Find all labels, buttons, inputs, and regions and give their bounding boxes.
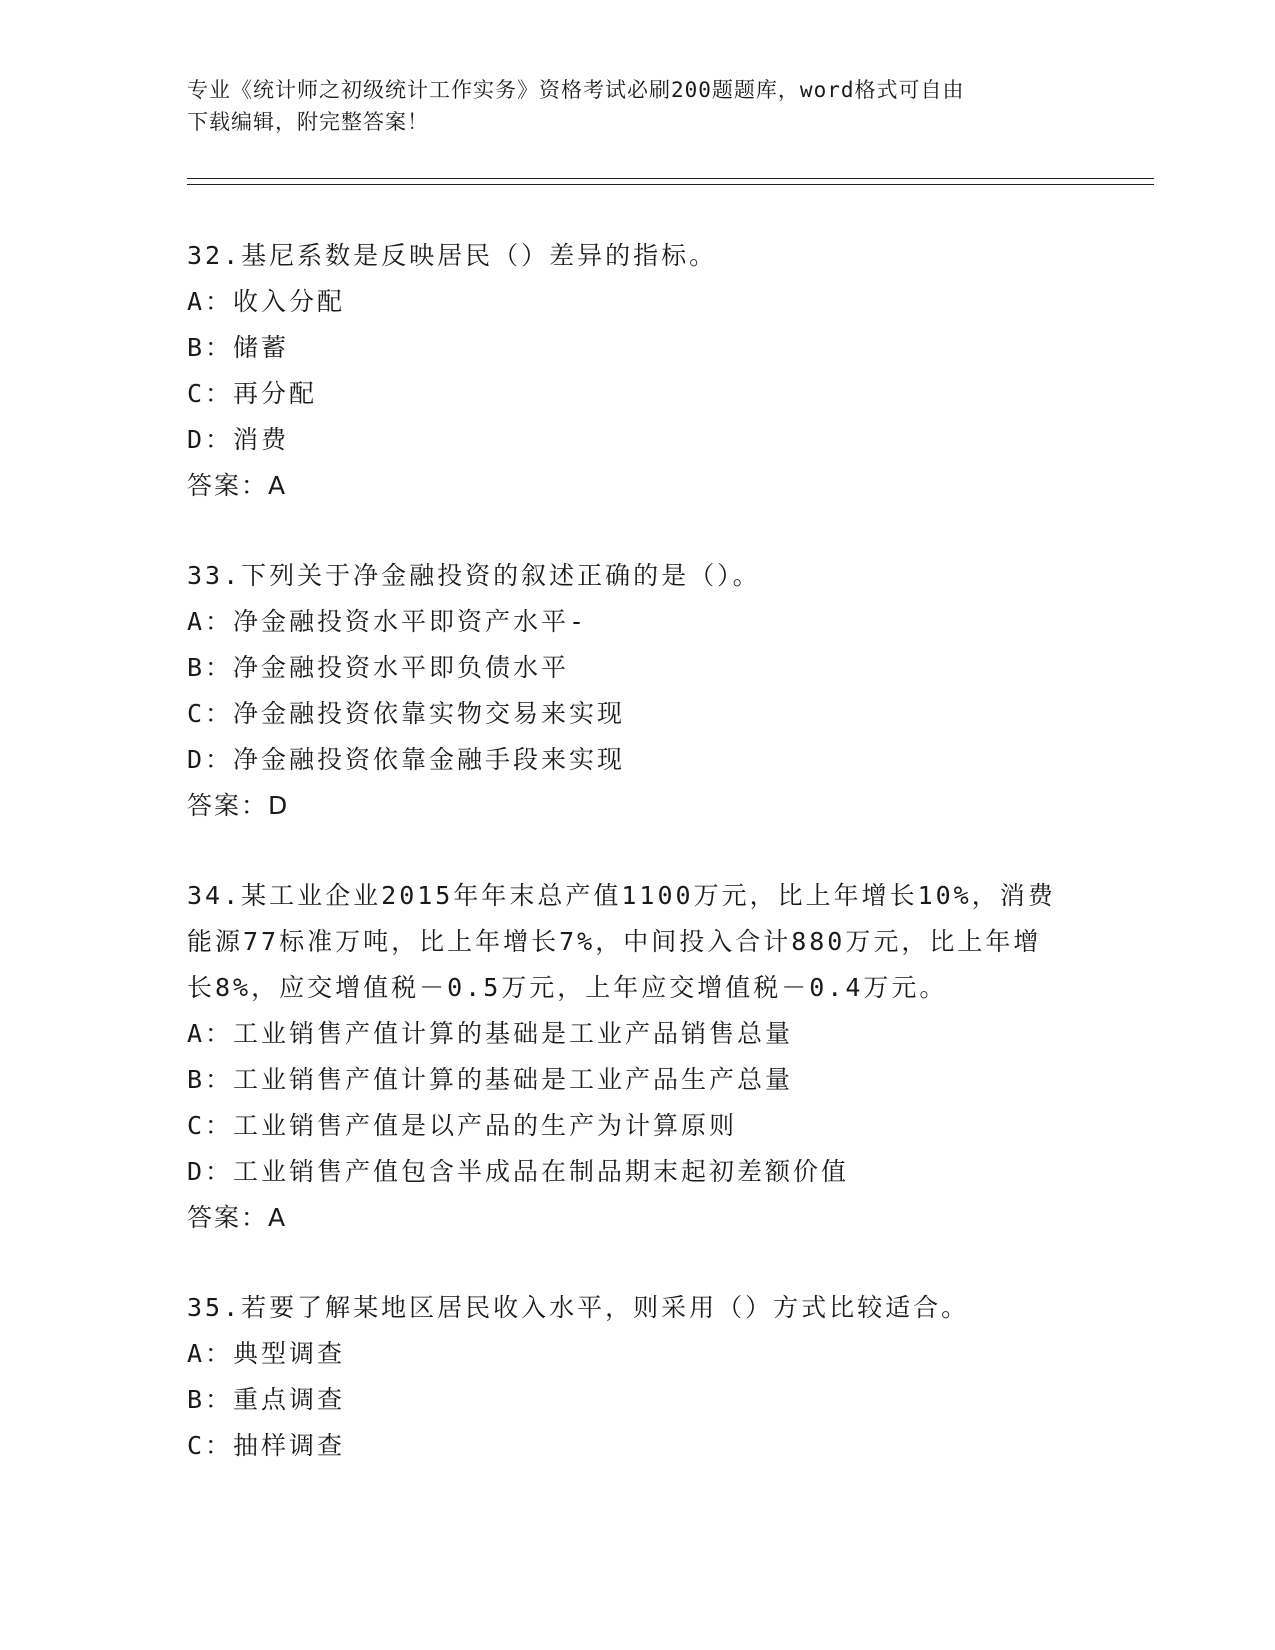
question-34 (187, 873, 1087, 1241)
option-a: A：净金融投资水平即资产水平- (187, 607, 588, 636)
question-33 (187, 553, 1087, 829)
option-b: B：净金融投资水平即负债水平 (187, 653, 570, 682)
option-d: D：净金融投资依靠金融手段来实现 (187, 745, 626, 774)
document-header (187, 74, 1087, 138)
header-line-1: 专业《统计师之初级统计工作实务》资格考试必刷200题题库，word格式可自由 (187, 78, 965, 102)
option-c: C：净金融投资依靠实物交易来实现 (187, 699, 626, 728)
option-c: C：工业销售产值是以产品的生产为计算原则 (187, 1111, 738, 1140)
option-b: B：工业销售产值计算的基础是工业产品生产总量 (187, 1065, 794, 1094)
question-35 (187, 1285, 1087, 1469)
question-32 (187, 233, 1087, 509)
question-stem-line-3: 长8%，应交增值税－0.5万元，上年应交增值税－0.4万元。 (187, 973, 948, 1002)
answer-line: 答案：A (187, 471, 288, 500)
option-c: C：再分配 (187, 379, 318, 408)
option-d: D：工业销售产值包含半成品在制品期末起初差额价值 (187, 1157, 850, 1186)
header-divider-bottom (187, 184, 1154, 185)
question-stem: 35.若要了解某地区居民收入水平，则采用（）方式比较适合。 (187, 1293, 970, 1322)
option-b: B：重点调查 (187, 1385, 346, 1414)
option-b: B：储蓄 (187, 333, 290, 362)
option-a: A：典型调查 (187, 1339, 346, 1368)
answer-line: 答案：A (187, 1203, 288, 1232)
question-stem: 33.下列关于净金融投资的叙述正确的是（）。 (187, 561, 761, 590)
header-line-2: 下载编辑，附完整答案！ (187, 110, 429, 134)
question-stem-line-2: 能源77标准万吨，比上年增长7%，中间投入合计880万元，比上年增 (187, 927, 1042, 956)
question-stem-line-1: 34.某工业企业2015年年末总产值1100万元，比上年增长10%，消费 (187, 881, 1056, 910)
option-c: C：抽样调查 (187, 1431, 346, 1460)
option-a: A：工业销售产值计算的基础是工业产品销售总量 (187, 1019, 794, 1048)
header-divider-top (187, 178, 1154, 179)
question-stem: 32.基尼系数是反映居民（）差异的指标。 (187, 241, 718, 270)
answer-line: 答案：D (187, 791, 290, 820)
option-a: A：收入分配 (187, 287, 346, 316)
option-d: D：消费 (187, 425, 290, 454)
